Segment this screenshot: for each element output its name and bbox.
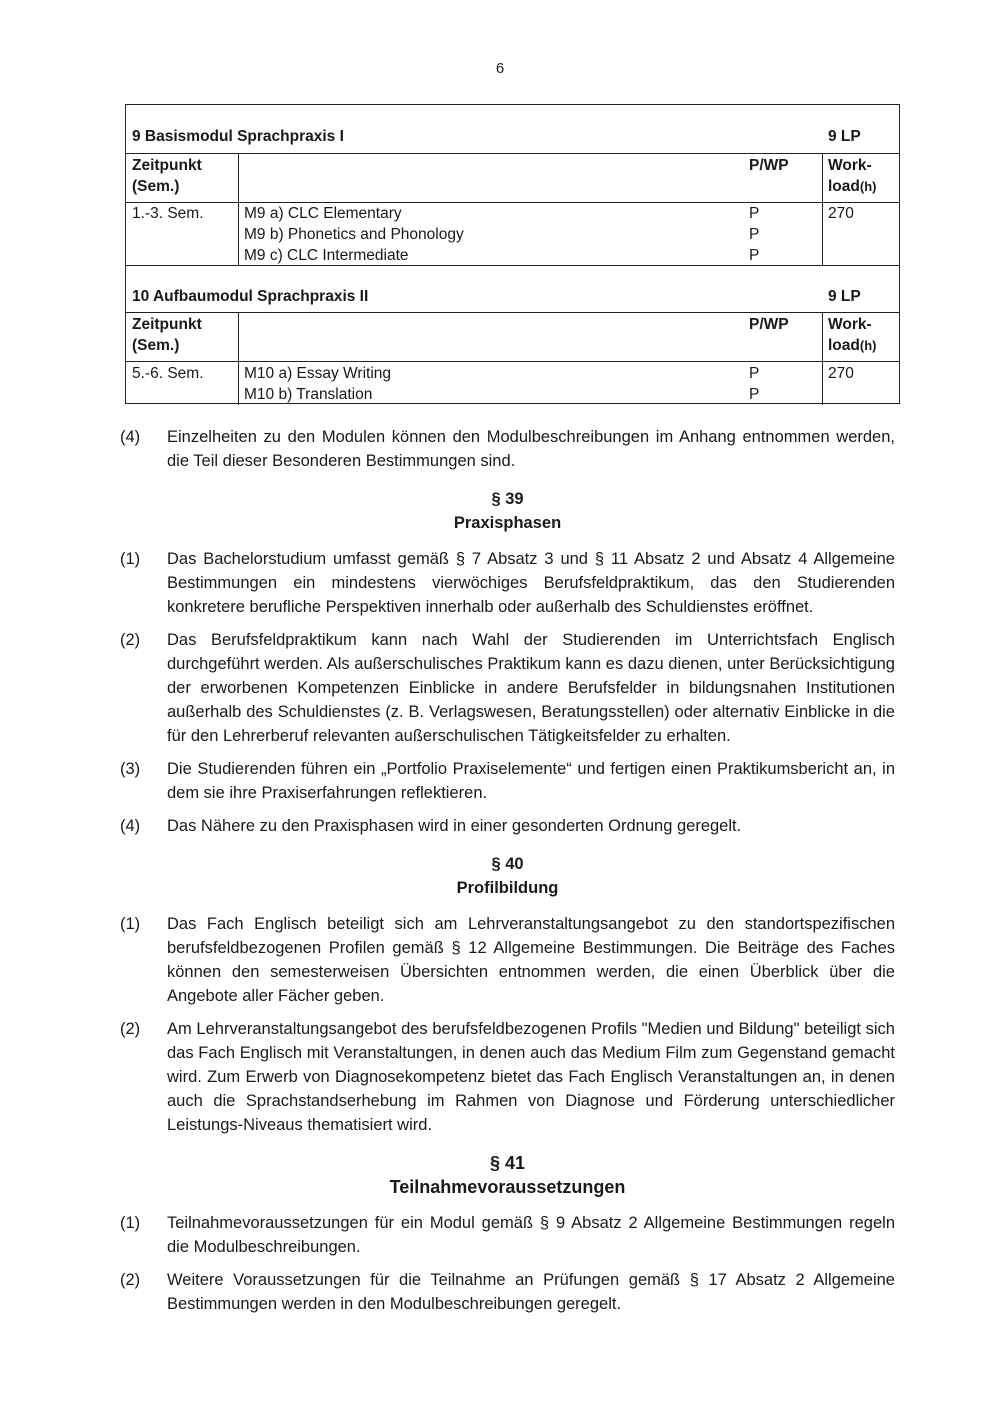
paragraph-text: Das Bachelorstudium umfasst gemäß § 7 Absatz 3 und § 11 Absatz 2 und Absatz 4 Allgemeine Bestimmungen ein mindestens vierwöchiges Berufsfeldpraktikum, das den Studierenden konkretere berufliche Perspektiven innerhalb oder außerhalb des Schuldienstes eröffnet. [167,550,895,616]
module-10-title: 10 Aufbaumodul Sprachpraxis II [132,288,369,305]
paragraph-text: Teilnahmevoraussetzungen für ein Modul gemäß § 9 Absatz 2 Allgemeine Bestimmungen regeln die Modulbeschreibungen. [167,1214,895,1256]
paragraph [120,1017,895,1137]
paragraph-text: Das Fach Englisch beteiligt sich am Lehrveranstaltungsangebot zu den standortspezifischen berufsfeldbezogenen Profilen gemäß § 12 Allgemeine Bestimmungen. Die Beiträge des Faches können den semesterweisen Übersichten entnommen werden, die einen Überblick über die Angebote aller Fächer geben. [167,915,895,1005]
paragraph-number: (1) [120,1214,141,1232]
module-10-workload: 270 [828,365,854,382]
course-item: M9 c) CLC Intermediate [244,247,409,264]
paragraph-text: Das Berufsfeldpraktikum kann nach Wahl der Studierenden im Unterrichtsfach Englisch durchgeführt werden. Als außerschulisches Praktikum kann es dazu dienen, unter Berücksichtigung der erworbenen Kompetenzen Einblicke in andere Berufsfelder in bildungsnahen Institutionen außerhalb des Schuldienstes (z. B. Verlagswesen, Beratungsstellen) oder alternativ Einblicke in die für den Lehrerberuf relevanten außerschulischen Tätigkeitsfelder zu erhalten. [167,631,895,745]
module-9-lp: 9 LP [828,128,861,145]
paragraph [120,425,895,473]
paragraph-number: (2) [120,631,141,649]
module-table [125,104,900,404]
module-9-semester: 1.-3. Sem. [132,205,204,222]
module-9-col-workload: Work- load(h) [828,157,877,195]
module-10-semester: 5.-6. Sem. [132,365,204,382]
paragraph-text: Die Studierenden führen ein „Portfolio Praxiselemente“ und fertigen einen Praktikumsbericht an, in dem sie ihre Praxiserfahrungen reflektieren. [167,760,895,802]
paragraph-number: (2) [120,1020,141,1038]
section-number: § 39 [491,490,524,508]
section-title: Profilbildung [456,879,559,897]
paragraph-text: Am Lehrveranstaltungsangebot des berufsfeldbezogenen Profils "Medien und Bildung" beteiligt sich das Fach Englisch mit Veranstaltungen, in denen auch das Medium Film zum Gegenstand gemacht wird. Zum Erwerb von Diagnosekompetenz bietet das Fach Englisch Veranstaltungen an, in denen auch die Sprachstandserhebung im Rahmen von Diagnose und Förderung unterschiedlicher Leistungs-Niveaus thematisiert wird. [167,1020,895,1134]
section-title: Praxisphasen [453,514,562,532]
module-9-col-pwp: P/WP [749,157,789,174]
module-9-courses [244,203,464,266]
paragraph-number: (4) [120,428,141,446]
module-9-workload: 270 [828,205,854,222]
paragraph [120,912,895,1008]
section-heading-40 [120,852,895,900]
module-10-col-time: Zeitpunkt (Sem.) [132,316,202,354]
paragraph [120,1211,895,1259]
paragraph [120,1268,895,1316]
module-10-lp: 9 LP [828,288,861,305]
paragraph [120,628,895,748]
section-heading-39 [120,487,895,535]
module-9-pwp: P P P [749,205,760,264]
paragraph-number: (1) [120,550,141,568]
paragraph-number: (2) [120,1271,141,1289]
paragraph-number: (3) [120,760,141,778]
paragraph-text: Einzelheiten zu den Modulen können den Modulbeschreibungen im Anhang entnommen werden, die Teil dieser Besonderen Bestimmungen sind. [167,428,895,470]
paragraph-number: (1) [120,915,141,933]
module-10-courses [244,363,391,405]
module-9-col-time: Zeitpunkt (Sem.) [132,157,202,195]
module-9-title: 9 Basismodul Sprachpraxis I [132,128,344,145]
course-item: M9 a) CLC Elementary [244,205,402,222]
section-heading-41 [120,1151,895,1199]
course-item: M9 b) Phonetics and Phonology [244,226,464,243]
module-10-pwp: P P [749,365,760,403]
page-number: 6 [495,60,505,77]
paragraph [120,814,895,838]
paragraph-text: Das Nähere zu den Praxisphasen wird in einer gesonderten Ordnung geregelt. [167,817,742,835]
paragraph [120,547,895,619]
paragraph [120,757,895,805]
document-body [120,425,895,1325]
section-title: Teilnahmevoraussetzungen [389,1177,626,1197]
course-item: M10 b) Translation [244,386,373,403]
section-number: § 40 [491,855,524,873]
course-item: M10 a) Essay Writing [244,365,392,382]
module-10-col-workload: Work- load(h) [828,316,877,354]
paragraph-number: (4) [120,817,141,835]
module-10-col-pwp: P/WP [749,316,789,333]
section-number: § 41 [489,1153,526,1173]
paragraph-text: Weitere Voraussetzungen für die Teilnahme an Prüfungen gemäß § 17 Absatz 2 Allgemeine Bestimmungen werden in den Modulbeschreibungen geregelt. [167,1271,895,1313]
